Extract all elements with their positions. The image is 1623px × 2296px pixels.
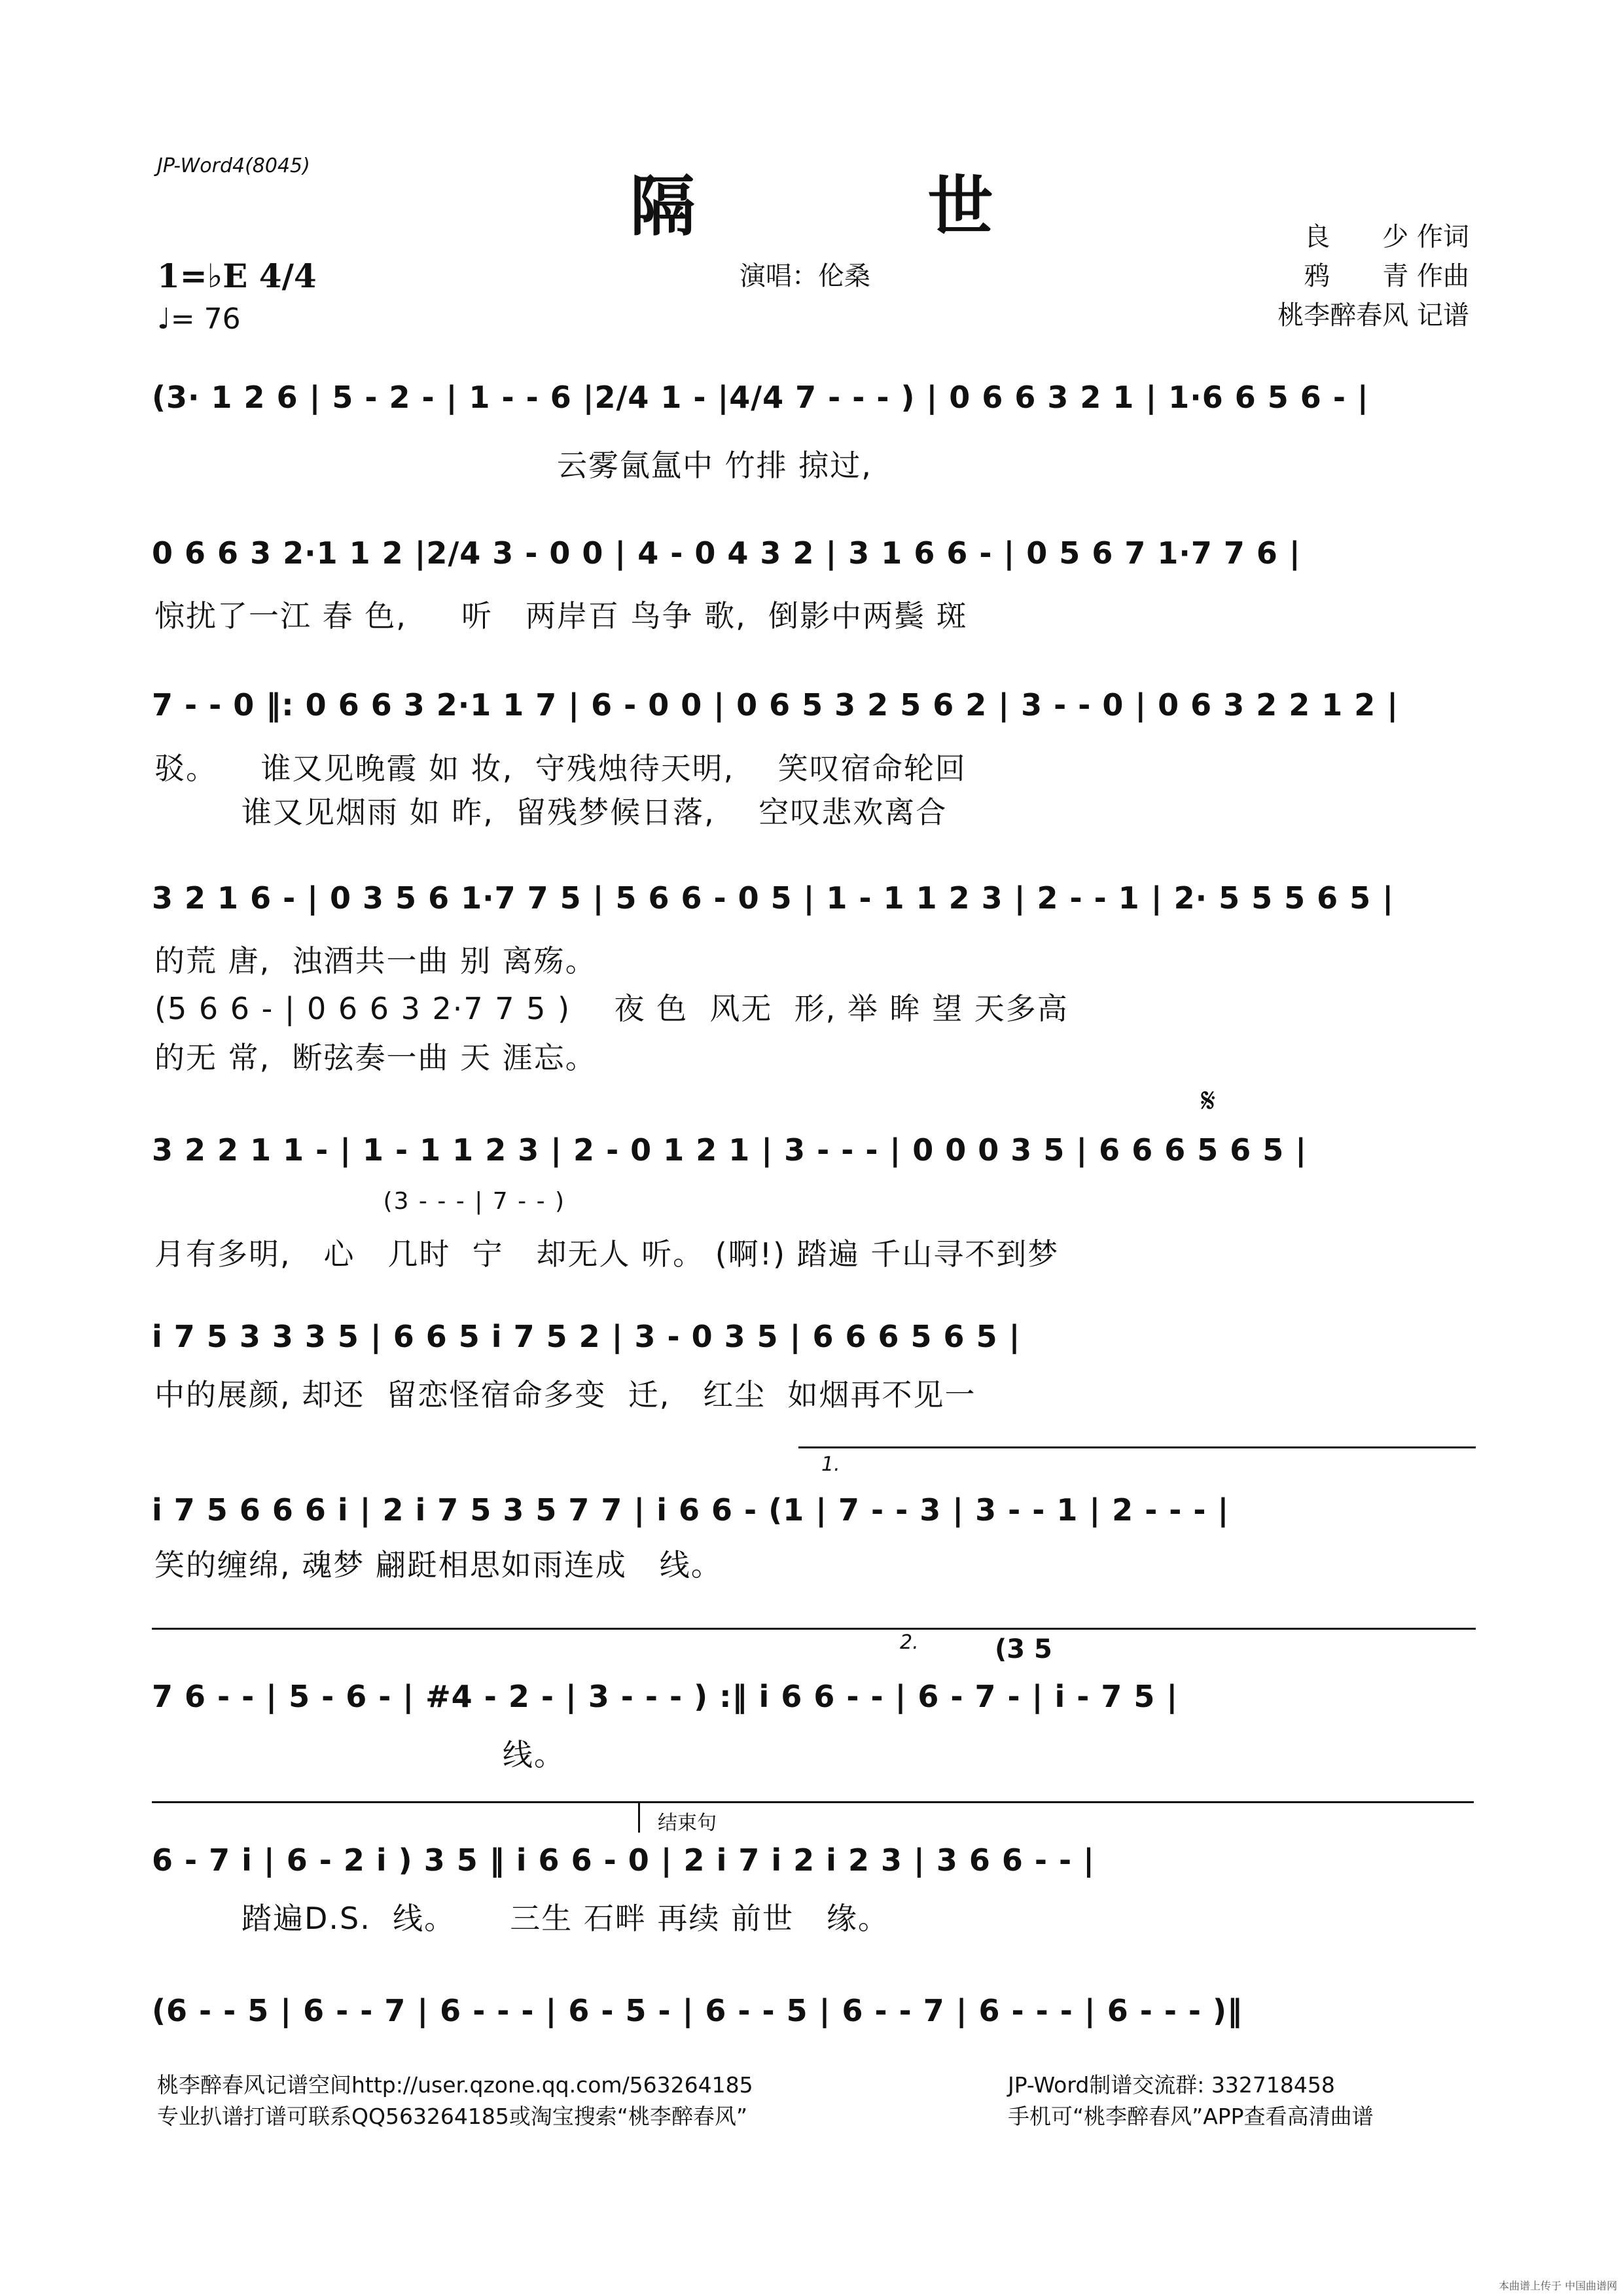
lyric-row-4a: 的荒 唐, 浊酒共一曲 别 离殇。	[154, 943, 597, 978]
coda-bracket	[638, 1801, 640, 1833]
lyric-row-4b: (5 6 6 - | 0 6 6 3 2·7 7 5 ) 夜 色 风无 形, 举 眸 望 天多高	[154, 991, 1069, 1026]
notation-row-2: 0 6 6 3 2·1 1 2 |2/4 3 - 0 0 | 4 - 0 4 3 2 | 3 1 6 6 - | 0 5 6 7 1·7 7 6 |	[152, 535, 1301, 571]
lyric-row-1: 云雾氤氲中 竹排 掠过,	[154, 448, 872, 483]
footer-right-line-2: 手机可“桃李醉春风”APP查看高清曲谱	[1008, 2104, 1374, 2129]
notation-row-7: i 7 5 6 6 6 i | 2 i 7 5 3 5 7 7 | i 6 6 - (1 | 7 - - 3 | 3 - - 1 | 2 - - - |	[152, 1492, 1230, 1528]
notation-row-3: 7 - - 0 ‖: 0 6 6 3 2·1 1 7 | 6 - 0 0 | 0 6 5 3 2 5 6 2 | 3 - - 0 | 0 6 3 2 2 1 2 |	[152, 687, 1399, 723]
lyric-row-2: 惊扰了一江 春 色, 听 两岸百 鸟争 歌, 倒影中两鬓 斑	[154, 598, 968, 634]
lyric-row-5a: (3 - - - | 7 - - )	[154, 1188, 566, 1215]
tempo-mark: ♩= 76	[157, 302, 241, 336]
notation-row-10: (6 - - 5 | 6 - - 7 | 6 - - - | 6 - 5 - | 6 - - 5 | 6 - - 7 | 6 - - - | 6 - - - )‖	[152, 1993, 1243, 2028]
footer-right-line-1: JP-Word制谱交流群: 332718458	[1008, 2072, 1335, 2098]
lyric-row-3a: 驳。 谁又见晚霞 如 妆, 守残烛待天明, 笑叹宿命轮回	[154, 751, 967, 786]
lyric-row-9: 踏遍D.S. 线。 三生 石畔 再续 前世 缘。	[154, 1901, 889, 1936]
lyric-row-6: 中的展颜, 却还 留恋怪宿命多变 迁, 红尘 如烟再不见一	[154, 1377, 976, 1412]
notation-row-8: 7 6 - - | 5 - 6 - | #4 - 2 - | 3 - - - ) :‖ i 6 6 - - | 6 - 7 - | i - 7 5 |	[152, 1679, 1179, 1714]
lyricist-credit: 良 少 作词	[1304, 222, 1469, 252]
lyric-row-4c: 的无 常, 断弦奏一曲 天 涯忘。	[154, 1040, 597, 1075]
notation-row-1: (3· 1 2 6 | 5 - 2 - | 1 - - 6 |2/4 1 - |4/4 7 - - - ) | 0 6 6 3 2 1 | 1·6 6 5 6 - |	[152, 380, 1369, 415]
volta-2-continuation	[152, 1801, 1474, 1803]
software-version: JP-Word4(8045)	[157, 154, 310, 177]
lyric-row-7: 笑的缠绵, 魂梦 翩跹相思如雨连成 线。	[154, 1547, 722, 1583]
lyric-row-8: 线。	[154, 1737, 565, 1772]
volta-2-label: 2.	[900, 1631, 919, 1654]
notation-row-4: 3 2 1 6 - | 0 3 5 6 1·7 7 5 | 5 6 6 - 0 5 | 1 - 1 1 2 3 | 2 - - 1 | 2· 5 5 5 6 5 |	[152, 880, 1394, 916]
key-signature: 1=♭E 4/4	[157, 257, 317, 295]
volta-1-label: 1.	[821, 1453, 840, 1476]
notation-row-9: 6 - 7 i | 6 - 2 i ) 3 5 ‖ i 6 6 - 0 | 2 i 7 i 2 i 2 3 | 3 6 6 - - |	[152, 1842, 1095, 1878]
transcriber-credit: 桃李醉春风 记谱	[1277, 300, 1469, 331]
lyric-row-5b: 月有多明, 心 几时 宁 却无人 听。 (啊!) 踏遍 千山寻不到梦	[154, 1236, 1060, 1272]
volta-1-bracket	[798, 1446, 1476, 1448]
pickup-notes: (3 5	[995, 1634, 1052, 1664]
notation-row-5: 3 2 2 1 1 - | 1 - 1 1 2 3 | 2 - 0 1 2 1 | 3 - - - | 0 0 0 3 5 | 6 6 6 5 6 5 |	[152, 1132, 1308, 1168]
coda-label: 结束句	[658, 1812, 717, 1835]
composer-credit: 鸦 青 作曲	[1304, 261, 1469, 291]
site-watermark: 本曲谱上传于 中国曲谱网	[1499, 2280, 1618, 2292]
footer-left-line-2: 专业扒谱打谱可联系QQ563264185或淘宝搜索“桃李醉春风”	[157, 2104, 748, 2129]
notation-row-6: i 7 5 3 3 3 5 | 6 6 5 i 7 5 2 | 3 - 0 3 5 | 6 6 6 5 6 5 |	[152, 1319, 1021, 1354]
song-title: 隔 世	[630, 168, 1098, 245]
volta-2-bracket	[877, 1628, 1476, 1630]
singer-credit: 演唱：伦桑	[740, 261, 870, 291]
lyric-row-3b: 谁又见烟雨 如 昨, 留残梦候日落, 空叹悲欢离合	[154, 795, 948, 830]
footer-left-line-1: 桃李醉春风记谱空间http://user.qzone.qq.com/563264185	[157, 2072, 753, 2098]
segno-sign: 𝄋	[1201, 1081, 1216, 1121]
